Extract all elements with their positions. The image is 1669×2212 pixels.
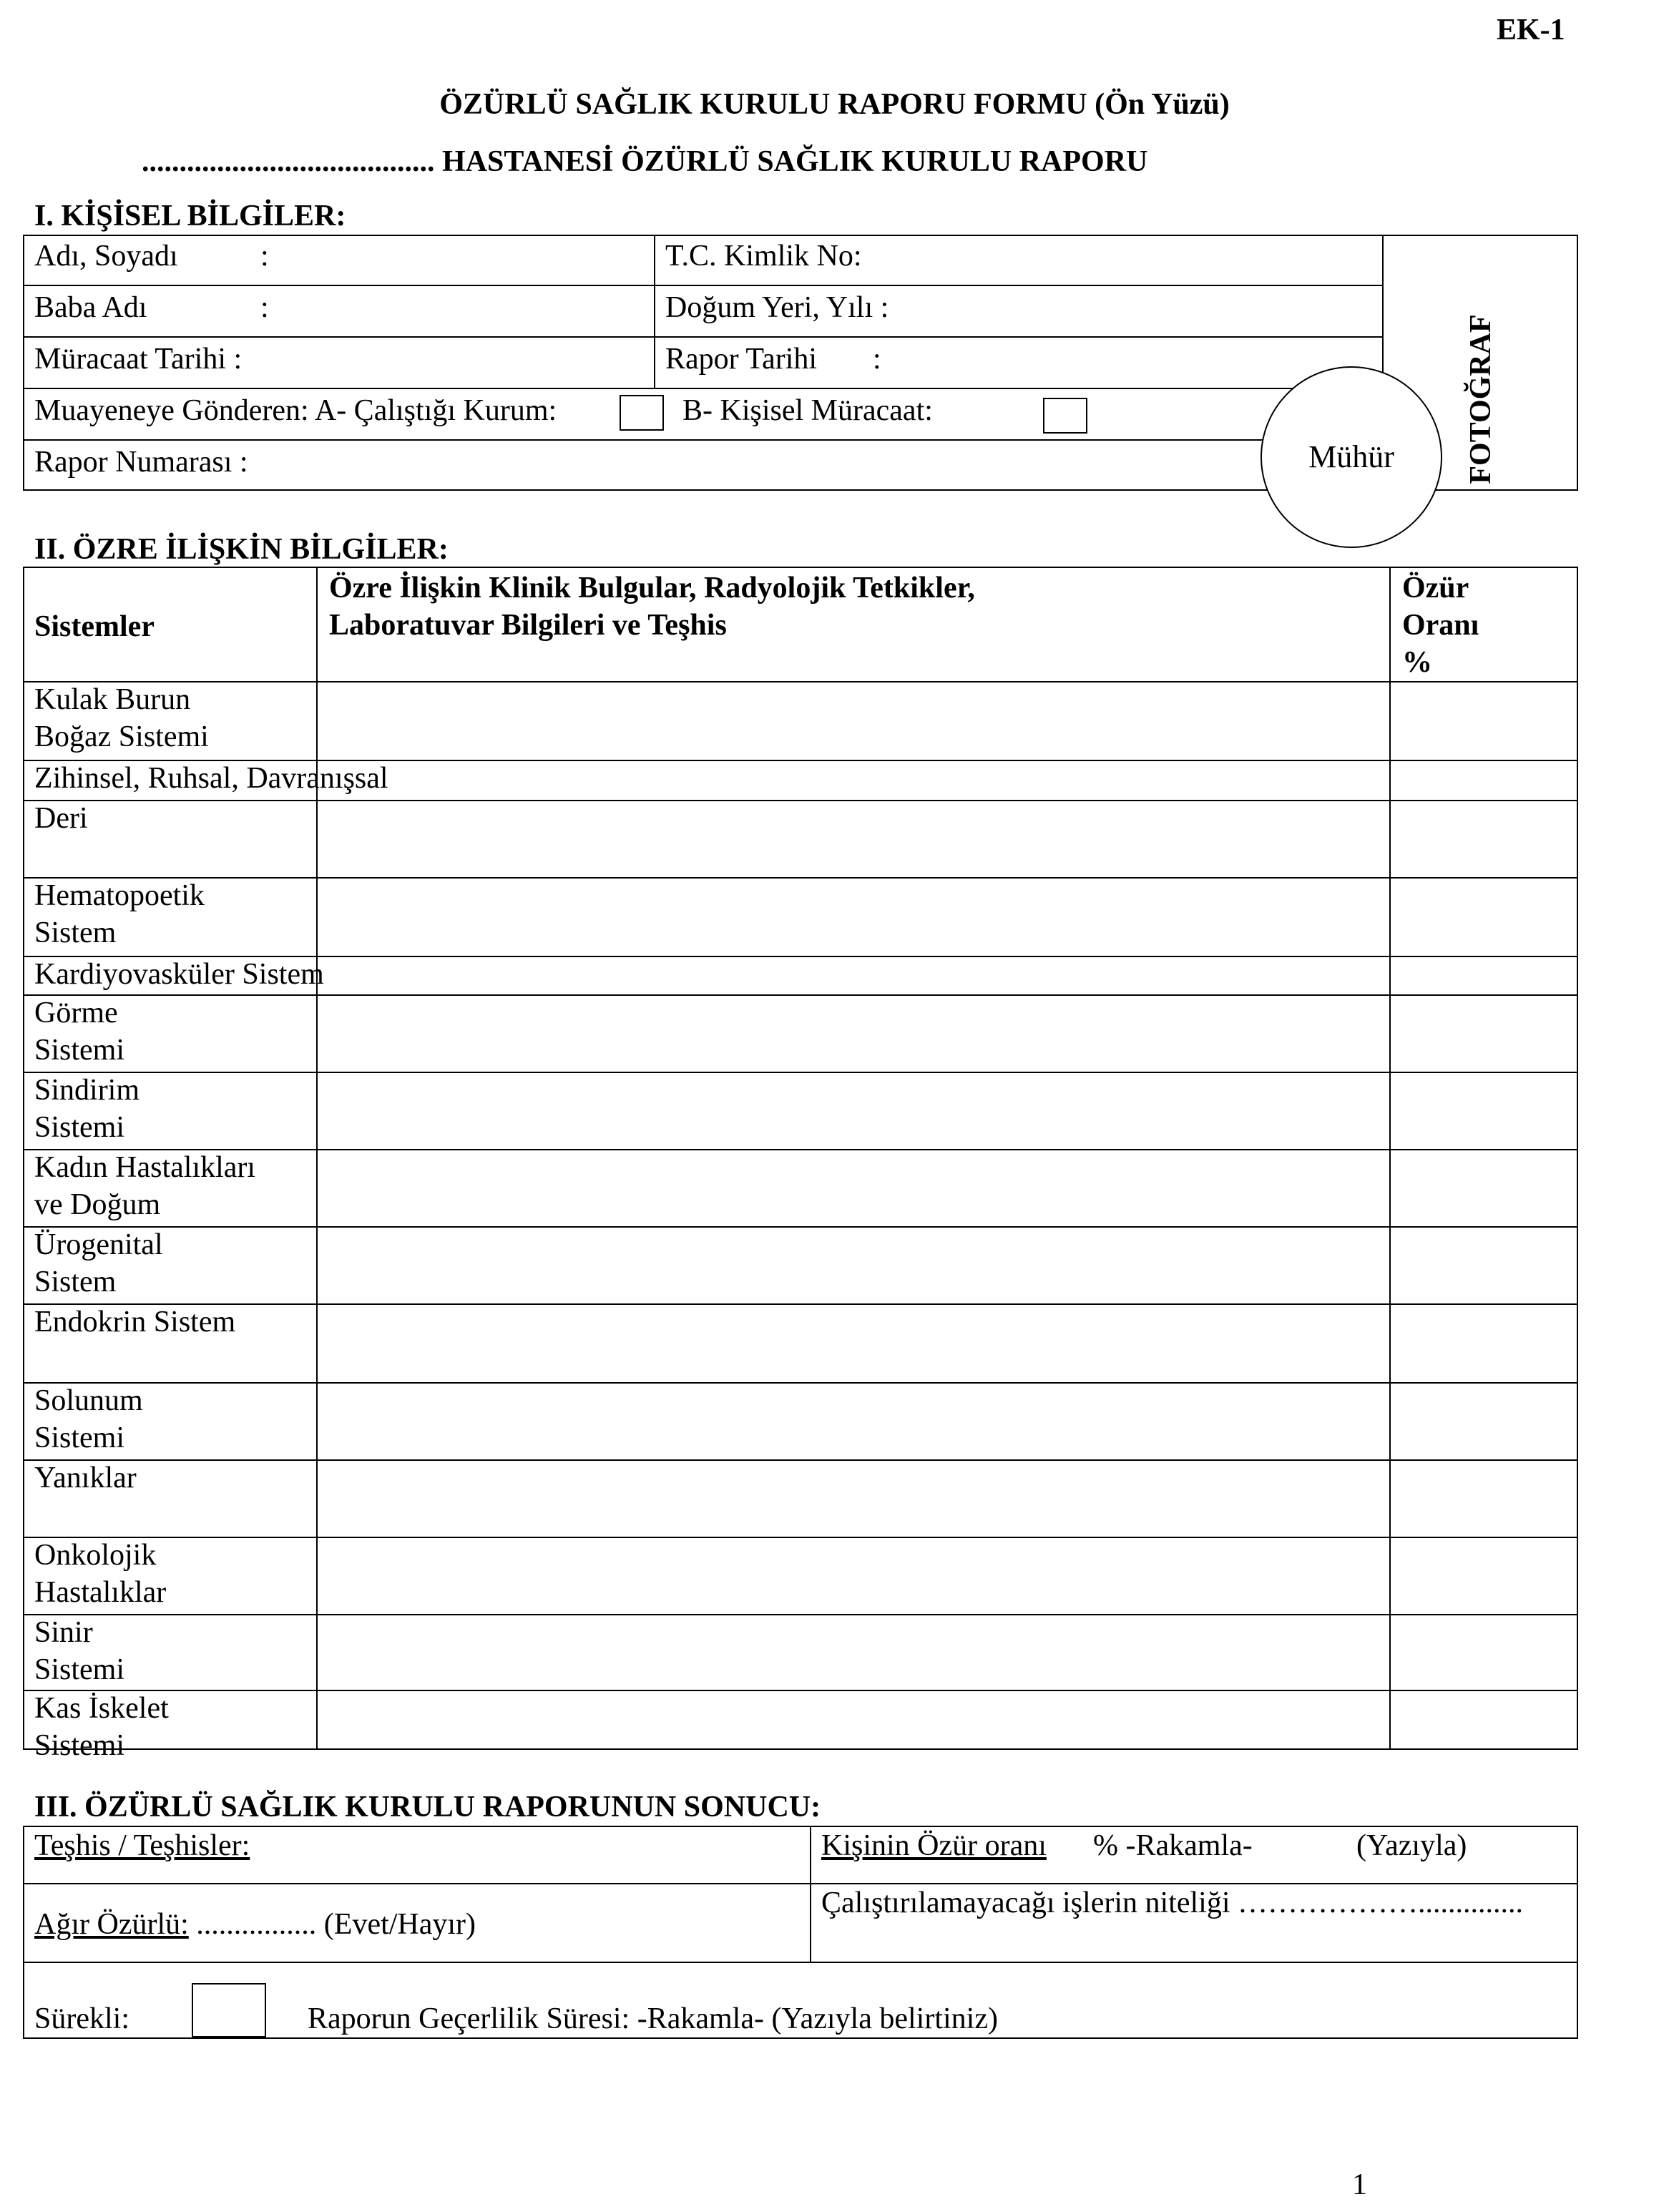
system-row-label	[24, 1615, 315, 1690]
personal-application-checkbox[interactable]	[1043, 398, 1087, 434]
system-name-line2: Sistemi	[34, 1421, 125, 1454]
page-number: 1	[1352, 2168, 1367, 2201]
system-name-line2: Boğaz Sistemi	[34, 720, 209, 753]
rate-cell[interactable]	[1391, 1384, 1577, 1458]
system-row-label	[24, 761, 388, 800]
rate-cell[interactable]	[1391, 1538, 1577, 1612]
findings-cell[interactable]	[318, 957, 1388, 993]
system-name: Endokrin Sistem	[34, 1306, 236, 1339]
section1-heading: I. KİŞİSEL BİLGİLER:	[34, 200, 346, 233]
system-row-label	[24, 1384, 315, 1459]
findings-cell[interactable]	[318, 682, 1388, 758]
findings-cell[interactable]	[318, 1228, 1388, 1302]
system-name: Hematopoetik	[34, 879, 205, 912]
disability-rate-written: (Yazıyla)	[1356, 1829, 1467, 1862]
form-title: ÖZÜRLÜ SAĞLIK KURULU RAPORU FORMU (Ön Yüzü)	[439, 88, 1230, 121]
findings-cell[interactable]	[318, 1691, 1388, 1748]
system-name: Sinir	[34, 1616, 93, 1649]
col-systems-header: Sistemler	[34, 610, 155, 643]
findings-cell[interactable]	[318, 1305, 1388, 1381]
photo-label: FOTOĞRAF	[1464, 314, 1497, 484]
report-date-label: Rapor Tarihi	[665, 343, 818, 376]
system-name: Yanıklar	[34, 1462, 137, 1494]
findings-cell[interactable]	[318, 1384, 1388, 1458]
section2-heading: II. ÖZRE İLİŞKİN BİLGİLER:	[34, 533, 449, 566]
system-name-line2: ve Doğum	[34, 1188, 161, 1221]
col-findings-header: Özre İlişkin Klinik Bulgular, Radyolojik Tetkikler,	[329, 572, 975, 605]
permanent-label: Sürekli:	[34, 2002, 129, 2035]
application-date-label: Müracaat Tarihi :	[34, 343, 243, 376]
diagnosis-label: Teşhis / Teşhisler:	[34, 1829, 250, 1862]
unsuitable-jobs-label: Çalıştırılamayacağı işlerin niteliği ………………..............	[821, 1886, 1524, 1919]
system-row-label	[24, 879, 315, 956]
rate-cell[interactable]	[1391, 1150, 1577, 1225]
system-name: Ürogenital	[34, 1228, 163, 1261]
referral-institution-label: Muayeneye Gönderen: A- Çalıştığı Kurum:	[34, 394, 557, 427]
system-row-label	[24, 1691, 315, 1762]
severe-disability-answer: ................ (Evet/Hayır)	[188, 1908, 476, 1941]
rate-cell[interactable]	[1391, 761, 1577, 798]
findings-cell[interactable]	[318, 761, 1388, 798]
rate-cell[interactable]	[1391, 801, 1577, 876]
section3-heading: III. ÖZÜRLÜ SAĞLIK KURULU RAPORUNUN SONUCU:	[34, 1791, 821, 1824]
rate-cell[interactable]	[1391, 1615, 1577, 1688]
system-name-line2: Sistem	[34, 1266, 117, 1298]
system-name-line2: Sistemi	[34, 1653, 125, 1686]
validity-period-label: Raporun Geçerlilik Süresi: -Rakamla- (Yazıyla belirtiniz)	[308, 2002, 998, 2035]
system-row-label	[24, 1305, 315, 1382]
seal-circle	[1261, 366, 1442, 548]
rate-cell[interactable]	[1391, 879, 1577, 954]
system-name: Sindirim	[34, 1074, 140, 1107]
system-row-label	[24, 1228, 315, 1303]
rate-cell[interactable]	[1391, 996, 1577, 1070]
findings-cell[interactable]	[318, 1538, 1388, 1612]
rate-cell[interactable]	[1391, 1461, 1577, 1535]
annex-label: EK-1	[1497, 14, 1565, 47]
system-row-label	[24, 682, 315, 760]
system-name: Kas İskelet	[34, 1692, 169, 1725]
findings-cell[interactable]	[318, 996, 1388, 1070]
system-name: Onkolojik	[34, 1539, 157, 1572]
findings-cell[interactable]	[318, 1615, 1388, 1688]
system-name: Solunum	[34, 1384, 143, 1417]
form-subtitle: ....................................... HASTANESİ ÖZÜRLÜ SAĞLIK KURULU RAPORU	[142, 145, 1148, 178]
system-name-line2: Sistemi	[34, 1729, 125, 1762]
rate-cell[interactable]	[1391, 682, 1577, 758]
system-name-line2: Sistemi	[34, 1111, 125, 1144]
findings-cell[interactable]	[318, 1150, 1388, 1225]
rate-cell[interactable]	[1391, 1691, 1577, 1748]
personal-application-label: B- Kişisel Müracaat:	[682, 394, 933, 427]
system-name: Kardiyovasküler Sistem	[34, 958, 324, 991]
father-name-label: Baba Adı	[34, 291, 147, 324]
findings-cell[interactable]	[318, 879, 1388, 954]
rate-cell[interactable]	[1391, 1228, 1577, 1302]
system-row-label	[24, 1538, 315, 1614]
system-row-label	[24, 996, 315, 1072]
name-surname-label: Adı, Soyadı	[34, 240, 178, 273]
institution-checkbox[interactable]	[620, 395, 664, 431]
rate-cell[interactable]	[1391, 1305, 1577, 1381]
system-row-label	[24, 801, 315, 877]
system-row-label	[24, 1150, 315, 1226]
severe-disability-row	[34, 1907, 476, 1942]
seal-label: Mühür	[1308, 439, 1394, 474]
system-row-label	[24, 1073, 315, 1149]
permanent-checkbox[interactable]	[192, 1983, 266, 2037]
system-name: Zihinsel, Ruhsal, Davranışsal	[34, 762, 388, 795]
birth-place-year-label: Doğum Yeri, Yılı :	[665, 291, 889, 324]
system-name-line2: Hastalıklar	[34, 1576, 167, 1609]
findings-cell[interactable]	[318, 1073, 1388, 1147]
disability-rate-label: Kişinin Özür oranı	[821, 1829, 1047, 1862]
col-rate-header: Özür	[1402, 572, 1469, 605]
system-name-line2: Sistemi	[34, 1034, 125, 1067]
severe-disability-label: Ağır Özürlü:	[34, 1908, 189, 1941]
system-row-label	[24, 1461, 315, 1537]
rate-cell[interactable]	[1391, 1073, 1577, 1147]
findings-cell[interactable]	[318, 801, 1388, 876]
findings-cell[interactable]	[318, 1461, 1388, 1535]
rate-cell[interactable]	[1391, 957, 1577, 993]
system-row-label	[24, 957, 324, 994]
system-name: Kadın Hastalıkları	[34, 1151, 256, 1184]
tc-id-label: T.C. Kimlik No:	[665, 240, 862, 273]
system-name: Kulak Burun	[34, 683, 191, 716]
disability-rate-numeric: % -Rakamla-	[1093, 1829, 1253, 1862]
system-name-line2: Sistem	[34, 916, 117, 949]
report-number-label: Rapor Numarası :	[34, 446, 248, 479]
system-name: Deri	[34, 802, 88, 835]
system-name: Görme	[34, 997, 118, 1029]
